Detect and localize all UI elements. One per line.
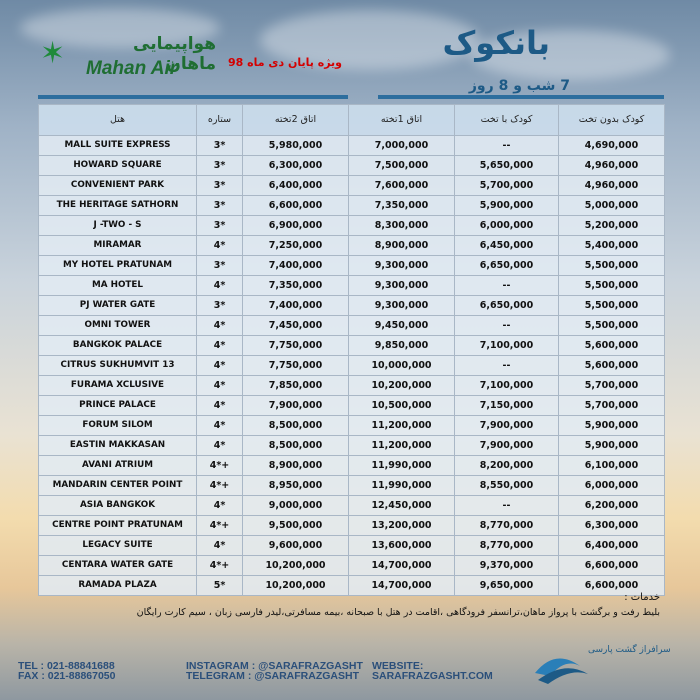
cell-double-room: 6,600,000 — [243, 196, 349, 216]
header-divider-left — [38, 95, 348, 99]
cell-double-room: 8,500,000 — [243, 436, 349, 456]
cell-child-with-bed: -- — [455, 356, 559, 376]
cell-child-no-bed: 5,200,000 — [559, 216, 665, 236]
cell-child-no-bed: 6,600,000 — [559, 556, 665, 576]
hotel-rates-table — [38, 104, 665, 596]
table-row — [39, 536, 665, 556]
cell-single-room: 12,450,000 — [349, 496, 455, 516]
cell-stars: 4* — [197, 356, 243, 376]
cell-child-with-bed: 7,100,000 — [455, 336, 559, 356]
header-double-room: اتاق 2تخته — [243, 105, 349, 136]
cell-double-room: 10,200,000 — [243, 576, 349, 596]
cell-hotel: MY HOTEL PRATUNAM — [39, 256, 197, 276]
cell-single-room: 7,600,000 — [349, 176, 455, 196]
cell-child-no-bed: 5,700,000 — [559, 376, 665, 396]
cell-single-room: 8,300,000 — [349, 216, 455, 236]
mahan-air-logo — [40, 34, 220, 84]
cell-stars: 4* — [197, 396, 243, 416]
cell-double-room: 9,000,000 — [243, 496, 349, 516]
cell-stars: 4* — [197, 236, 243, 256]
cell-child-no-bed: 4,960,000 — [559, 176, 665, 196]
cell-stars: 4* — [197, 276, 243, 296]
table-row — [39, 416, 665, 436]
cell-child-with-bed: 7,900,000 — [455, 436, 559, 456]
cell-child-no-bed: 5,700,000 — [559, 396, 665, 416]
page-title: بانکوک — [442, 24, 550, 62]
cell-child-no-bed: 5,600,000 — [559, 336, 665, 356]
cell-hotel: MANDARIN CENTER POINT — [39, 476, 197, 496]
cell-stars: 3* — [197, 216, 243, 236]
cell-hotel: BANGKOK PALACE — [39, 336, 197, 356]
cell-single-room: 9,300,000 — [349, 296, 455, 316]
instagram-handle: INSTAGRAM : @SARAFRAZGASHT — [186, 660, 363, 672]
cell-double-room: 7,750,000 — [243, 356, 349, 376]
table-row — [39, 376, 665, 396]
cell-child-no-bed: 5,500,000 — [559, 296, 665, 316]
cell-child-with-bed: 5,900,000 — [455, 196, 559, 216]
cell-single-room: 10,000,000 — [349, 356, 455, 376]
cell-stars: 4*+ — [197, 456, 243, 476]
table-row — [39, 336, 665, 356]
cell-hotel: HOWARD SQUARE — [39, 156, 197, 176]
cell-child-with-bed: -- — [455, 276, 559, 296]
cell-stars: 3* — [197, 136, 243, 156]
cell-double-room: 9,600,000 — [243, 536, 349, 556]
fax-number: FAX : 021-88867050 — [18, 670, 116, 682]
cell-double-room: 8,500,000 — [243, 416, 349, 436]
table-row — [39, 496, 665, 516]
cell-double-room: 7,400,000 — [243, 296, 349, 316]
cell-hotel: CENTRE POINT PRATUNAM — [39, 516, 197, 536]
cell-hotel: EASTIN MAKKASAN — [39, 436, 197, 456]
cell-single-room: 9,450,000 — [349, 316, 455, 336]
services-title: خدمات : — [624, 592, 660, 603]
cell-stars: 5* — [197, 576, 243, 596]
cell-double-room: 7,750,000 — [243, 336, 349, 356]
header-single-room: اتاق 1تخته — [349, 105, 455, 136]
cell-child-with-bed: 8,200,000 — [455, 456, 559, 476]
cell-child-no-bed: 4,960,000 — [559, 156, 665, 176]
cell-single-room: 11,990,000 — [349, 456, 455, 476]
cell-double-room: 10,200,000 — [243, 556, 349, 576]
cell-double-room: 8,900,000 — [243, 456, 349, 476]
cell-child-no-bed: 5,900,000 — [559, 436, 665, 456]
cell-child-no-bed: 4,690,000 — [559, 136, 665, 156]
promo-text: ویژه پایان دی ماه 98 — [228, 56, 343, 69]
cell-child-no-bed: 5,400,000 — [559, 236, 665, 256]
table-row — [39, 296, 665, 316]
cell-hotel: CONVENIENT PARK — [39, 176, 197, 196]
cell-hotel: CENTARA WATER GATE — [39, 556, 197, 576]
cell-stars: 3* — [197, 256, 243, 276]
cell-stars: 4* — [197, 336, 243, 356]
cell-double-room: 9,500,000 — [243, 516, 349, 536]
cell-stars: 4* — [197, 316, 243, 336]
table-row — [39, 216, 665, 236]
cell-double-room: 6,300,000 — [243, 156, 349, 176]
table-row — [39, 316, 665, 336]
cell-child-no-bed: 5,600,000 — [559, 356, 665, 376]
cell-child-with-bed: 7,150,000 — [455, 396, 559, 416]
table-row — [39, 176, 665, 196]
cell-stars: 3* — [197, 176, 243, 196]
cell-double-room: 7,850,000 — [243, 376, 349, 396]
cell-child-with-bed: 6,650,000 — [455, 256, 559, 276]
cell-single-room: 7,500,000 — [349, 156, 455, 176]
cell-hotel: MALL SUITE EXPRESS — [39, 136, 197, 156]
cell-child-no-bed: 6,000,000 — [559, 476, 665, 496]
cell-child-with-bed: 6,000,000 — [455, 216, 559, 236]
table-header-row — [39, 105, 665, 136]
cell-hotel: MA HOTEL — [39, 276, 197, 296]
cell-single-room: 11,990,000 — [349, 476, 455, 496]
cell-stars: 4* — [197, 436, 243, 456]
header-hotel: هتل — [39, 105, 197, 136]
table-row — [39, 556, 665, 576]
cell-stars: 4* — [197, 376, 243, 396]
table-row — [39, 396, 665, 416]
services-description: بلیط رفت و برگشت با پرواز ماهان،ترانسفر فرودگاهی ،اقامت در هتل با صبحانه ،بیمه مسافرتی،لیدر فارسی زبان ، سیم کارت رایگان — [136, 607, 660, 618]
cell-single-room: 11,200,000 — [349, 416, 455, 436]
cell-double-room: 6,400,000 — [243, 176, 349, 196]
cell-child-with-bed: 8,550,000 — [455, 476, 559, 496]
cell-hotel: PJ WATER GATE — [39, 296, 197, 316]
cell-hotel: CITRUS SUKHUMVIT 13 — [39, 356, 197, 376]
table-row — [39, 476, 665, 496]
cell-hotel: AVANI ATRIUM — [39, 456, 197, 476]
brand-persian-name: هواپیمایی ماهان — [133, 34, 216, 74]
cell-child-no-bed: 6,200,000 — [559, 496, 665, 516]
cell-single-room: 14,700,000 — [349, 556, 455, 576]
cell-single-room: 14,700,000 — [349, 576, 455, 596]
cell-double-room: 7,250,000 — [243, 236, 349, 256]
cell-single-room: 13,600,000 — [349, 536, 455, 556]
header-stars: ستاره — [197, 105, 243, 136]
table-row — [39, 436, 665, 456]
cell-hotel: OMNI TOWER — [39, 316, 197, 336]
table-row — [39, 256, 665, 276]
cell-single-room: 13,200,000 — [349, 516, 455, 536]
cell-child-no-bed: 5,000,000 — [559, 196, 665, 216]
cell-stars: 4*+ — [197, 476, 243, 496]
cell-child-with-bed: 8,770,000 — [455, 536, 559, 556]
cell-child-with-bed: 5,700,000 — [455, 176, 559, 196]
cell-hotel: RAMADA PLAZA — [39, 576, 197, 596]
cell-stars: 4* — [197, 536, 243, 556]
cell-double-room: 7,900,000 — [243, 396, 349, 416]
wing-icon: ✶ — [40, 36, 66, 71]
cell-single-room: 10,500,000 — [349, 396, 455, 416]
tel-number: TEL : 021-88841688 — [18, 660, 115, 672]
cell-child-with-bed: 8,770,000 — [455, 516, 559, 536]
cell-single-room: 9,300,000 — [349, 256, 455, 276]
table-row — [39, 136, 665, 156]
table-row — [39, 576, 665, 596]
table-row — [39, 516, 665, 536]
cell-child-with-bed: 5,650,000 — [455, 156, 559, 176]
cell-child-with-bed: -- — [455, 136, 559, 156]
header-child-no-bed: کودک بدون تخت — [559, 105, 665, 136]
cell-child-with-bed: 7,100,000 — [455, 376, 559, 396]
cell-child-no-bed: 5,500,000 — [559, 276, 665, 296]
cell-stars: 4* — [197, 416, 243, 436]
cell-child-with-bed: -- — [455, 316, 559, 336]
cell-child-no-bed: 5,500,000 — [559, 316, 665, 336]
website-label: WEBSITE: — [372, 660, 424, 672]
table-row — [39, 156, 665, 176]
cell-child-no-bed: 5,500,000 — [559, 256, 665, 276]
cell-double-room: 6,900,000 — [243, 216, 349, 236]
cell-single-room: 9,850,000 — [349, 336, 455, 356]
cell-child-with-bed: 9,650,000 — [455, 576, 559, 596]
cell-child-with-bed: 6,650,000 — [455, 296, 559, 316]
cell-single-room: 7,350,000 — [349, 196, 455, 216]
cell-child-with-bed: 6,450,000 — [455, 236, 559, 256]
cell-child-no-bed: 6,100,000 — [559, 456, 665, 476]
cell-hotel: MIRAMAR — [39, 236, 197, 256]
cell-child-with-bed: -- — [455, 496, 559, 516]
cell-hotel: FURAMA XCLUSIVE — [39, 376, 197, 396]
cell-single-room: 11,200,000 — [349, 436, 455, 456]
cell-child-no-bed: 6,600,000 — [559, 576, 665, 596]
cell-stars: 3* — [197, 156, 243, 176]
cell-child-with-bed: 9,370,000 — [455, 556, 559, 576]
cell-double-room: 7,400,000 — [243, 256, 349, 276]
cell-single-room: 7,000,000 — [349, 136, 455, 156]
agency-name: سرافراز گشت پارسی — [588, 645, 671, 655]
cell-double-room: 7,450,000 — [243, 316, 349, 336]
cell-hotel: FORUM SILOM — [39, 416, 197, 436]
cell-child-no-bed: 6,300,000 — [559, 516, 665, 536]
cell-child-no-bed: 6,400,000 — [559, 536, 665, 556]
header-divider-right — [378, 95, 664, 99]
table-row — [39, 196, 665, 216]
cell-stars: 3* — [197, 296, 243, 316]
table-row — [39, 276, 665, 296]
cell-hotel: THE HERITAGE SATHORN — [39, 196, 197, 216]
cell-single-room: 9,300,000 — [349, 276, 455, 296]
cell-double-room: 8,950,000 — [243, 476, 349, 496]
header-child-with-bed: کودک با تخت — [455, 105, 559, 136]
cell-stars: 4*+ — [197, 556, 243, 576]
cell-hotel: J -TWO - S — [39, 216, 197, 236]
cell-double-room: 5,980,000 — [243, 136, 349, 156]
table-row — [39, 456, 665, 476]
cell-stars: 4*+ — [197, 516, 243, 536]
cell-hotel: PRINCE PALACE — [39, 396, 197, 416]
cell-double-room: 7,350,000 — [243, 276, 349, 296]
cell-hotel: LEGACY SUITE — [39, 536, 197, 556]
cell-stars: 3* — [197, 196, 243, 216]
cell-single-room: 8,900,000 — [349, 236, 455, 256]
telegram-handle: TELEGRAM : @SARAFRAZGASHT — [186, 670, 359, 682]
table-row — [39, 236, 665, 256]
cell-child-with-bed: 7,900,000 — [455, 416, 559, 436]
cell-stars: 4* — [197, 496, 243, 516]
trip-duration: 7 شب و 8 روز — [468, 78, 570, 94]
cell-single-room: 10,200,000 — [349, 376, 455, 396]
brand-english-name: Mahan Air — [86, 58, 178, 79]
table-row — [39, 356, 665, 376]
cell-child-no-bed: 5,900,000 — [559, 416, 665, 436]
website-url[interactable]: SARAFRAZGASHT.COM — [372, 670, 493, 682]
cell-hotel: ASIA BANGKOK — [39, 496, 197, 516]
